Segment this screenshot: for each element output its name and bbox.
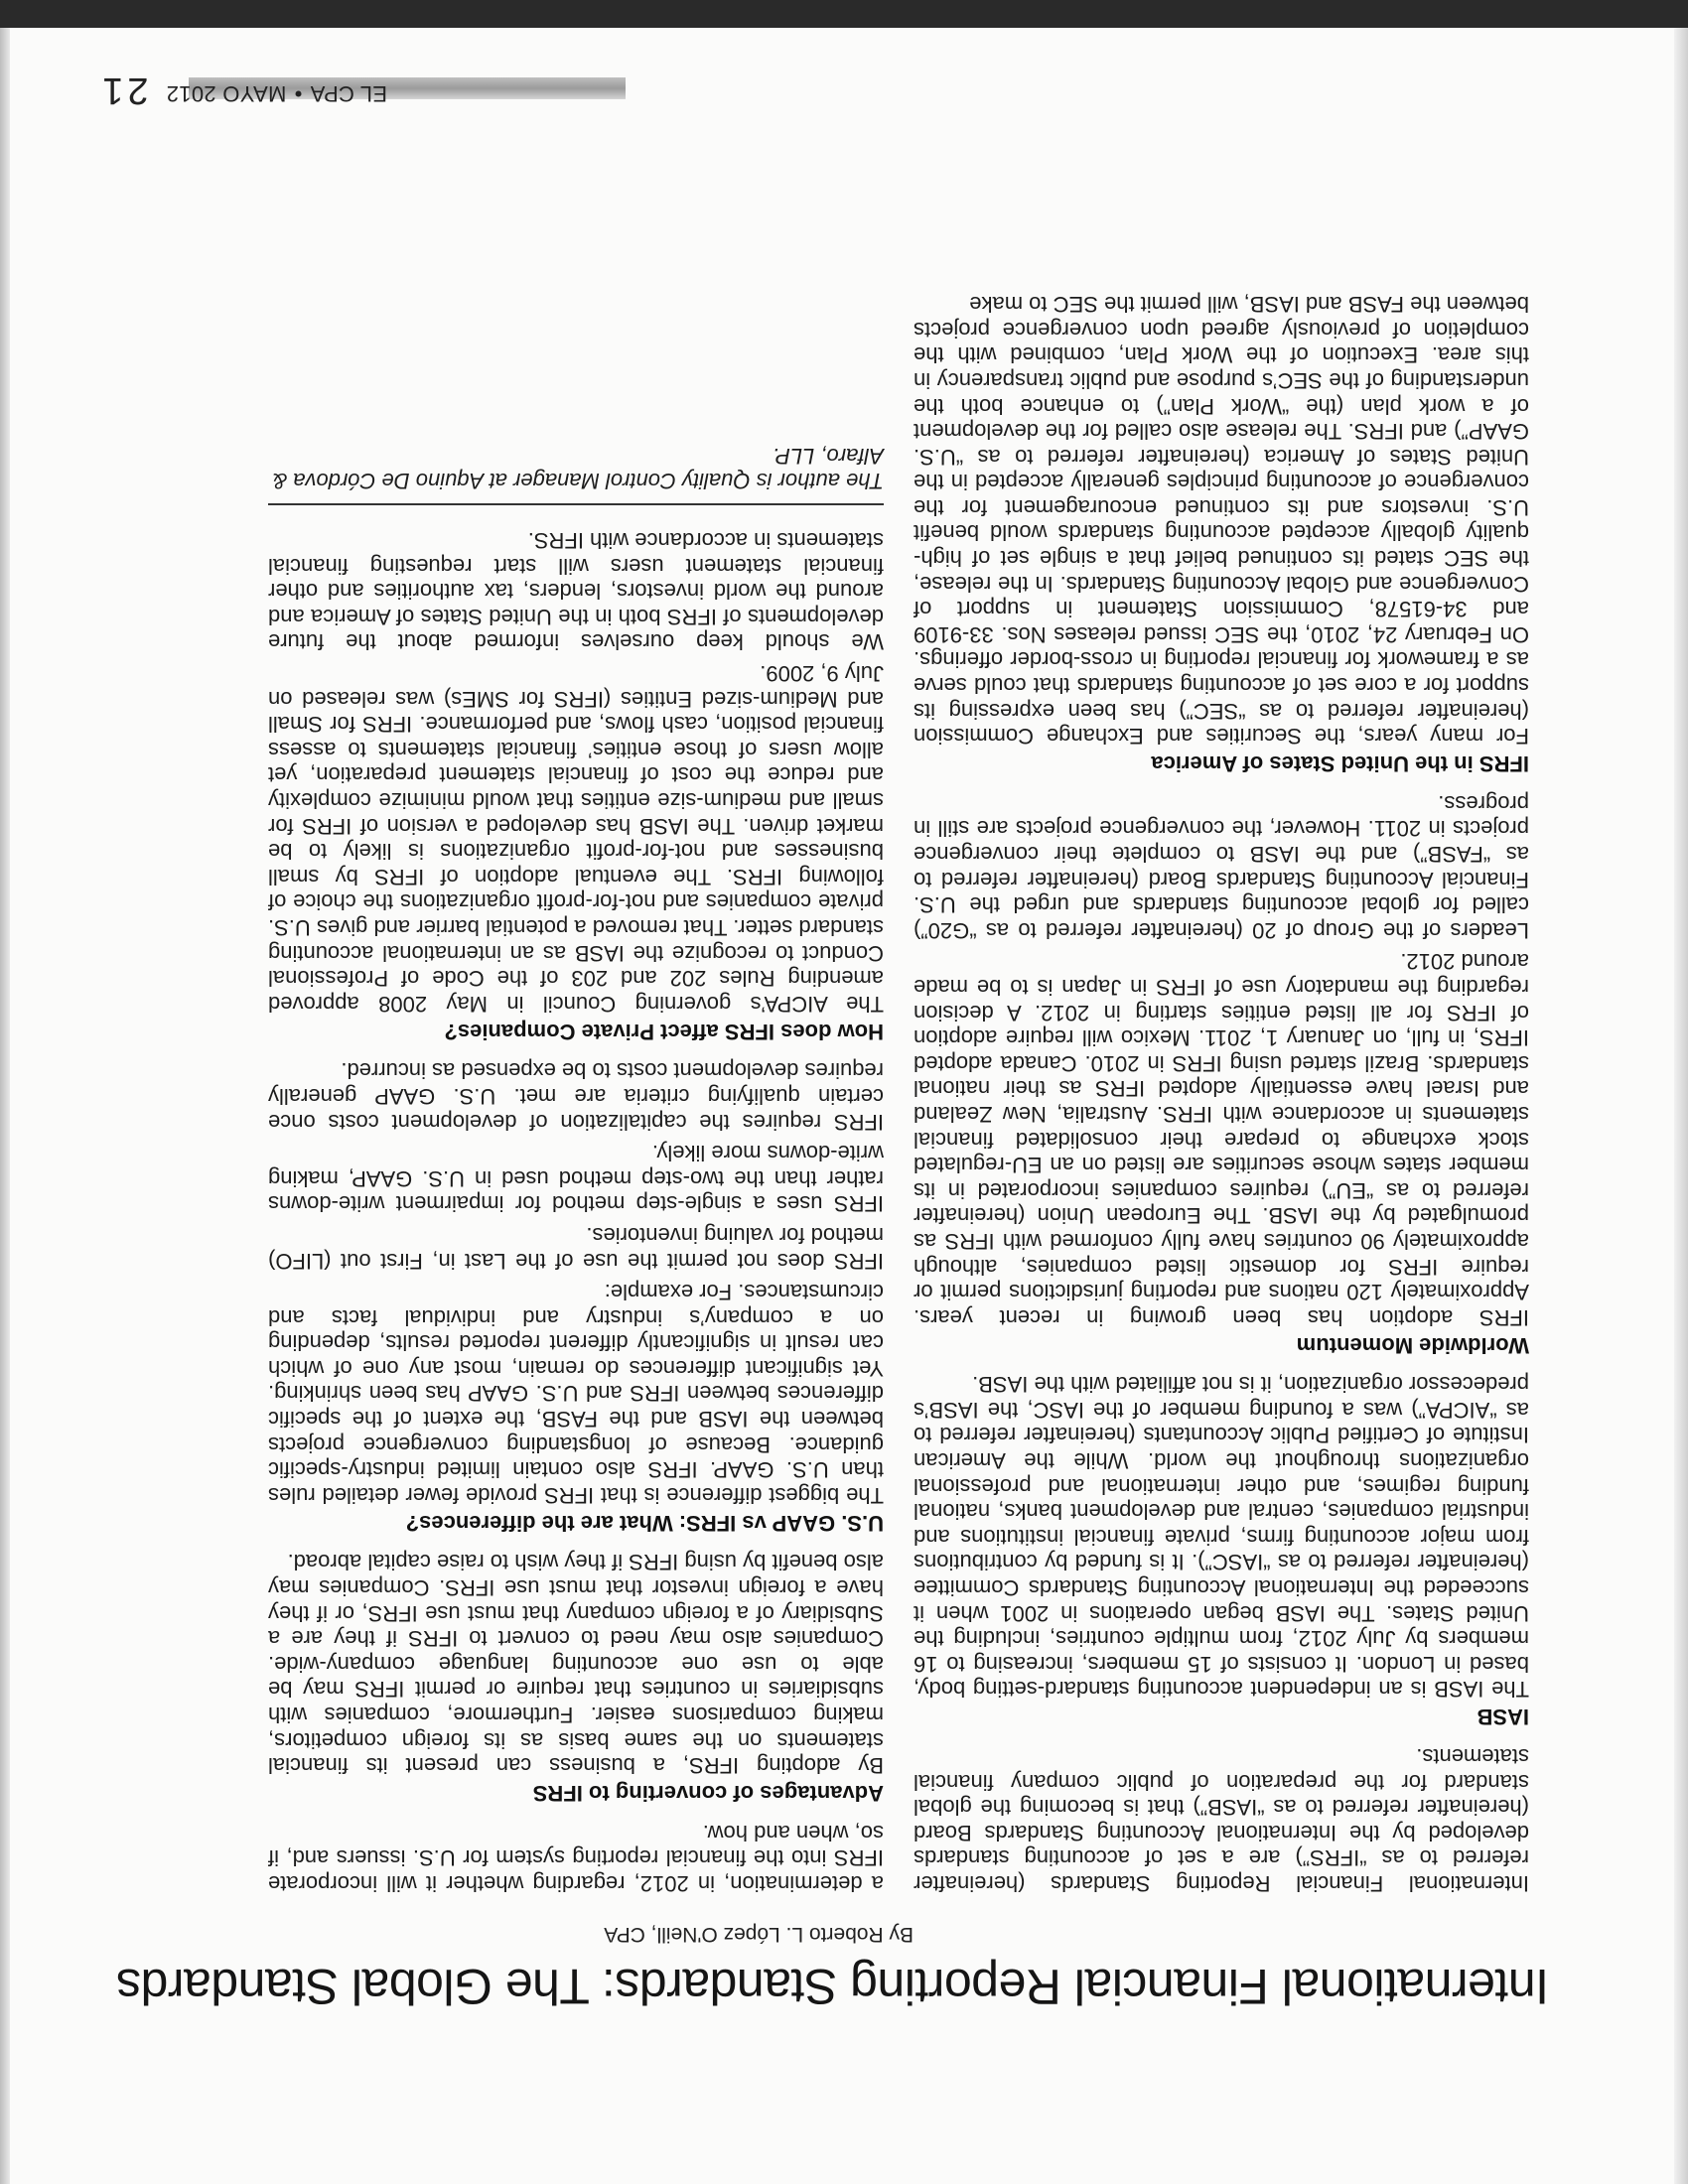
section-heading-iasb: IASB — [1477, 1705, 1529, 1730]
article-title: International Financial Reporting Standards: The Global Standards — [116, 1959, 1549, 2014]
advantages-paragraph: By adopting IFRS, a business can present its financial statements on the same basis as its foreign competitors, making comparisons easier. Furthermore, companies with subsidiaries in countries that require or permit IFRS may be able to use one accounting language company-wide. Companies also may need to convert to IFRS if they are a Subsidiary of a foreign company that must use IFRS, or if they have a foreign investor that must use IFRS. Companies may also benefit by using IFRS if they wish to raise capital abroad. — [268, 1550, 884, 1779]
section-heading-private: How does IFRS affect Private Companies? — [444, 1019, 884, 1044]
differences-paragraph-1: The biggest difference is that IFRS provide fewer detailed rules than U.S. GAAP. IFRS also contain limited industry-specific guidance. Because of longstanding convergence projects between the IASB and the FASB, the extent of the specific differences between IFRS and U.S. GAAP has been shrinking. Yet significant differences do remain, most any one of which can result in significantly different reported results, depending on a company’s industry and individual facts and circumstances. For example: — [268, 1280, 884, 1508]
worldwide-paragraph-1: IFRS adoption has been growing in recent years. Approximately 120 nations and reporting jurisdictions permit or require IFRS for domestic listed companies, although approximately 90 countries have fully conformed with IFRS as promulgated by the IASB. The European Union (hereinafter referred to as “EU”) requires companies incorporated in its member states whose securities are listed on an EU-regulated stock exchange to prepare their consolidated financial statements in accordance with IFRS. Australia, New Zealand and Israel have essentially adopted IFRS as their national standards. Brazil started using IFRS in 2010. Canada adopted IFRS, in full, on January 1, 2011. Mexico will require adoption of IFRS for all listed entities starting in 2012. A decision regarding the mandatory use of IFRS in Japan is to be made around 2012. — [914, 949, 1529, 1330]
author-bio-divider — [268, 504, 884, 506]
left-column — [914, 286, 1529, 1896]
right-column — [268, 437, 884, 1896]
page-number: 21 — [98, 69, 149, 111]
footer-publication: EL CPA — [310, 81, 387, 106]
scan-edge-bottom — [0, 0, 1688, 28]
continued-paragraph: a determination, in 2012, regarding whether it will incorporate IFRS into the financial reporting system for U.S. issuers and, if so, when and how. — [268, 1820, 884, 1896]
intro-paragraph: International Financial Reporting Standards (hereinafter referred to as “IFRS”) are a set of accounting standards developed by the International Accounting Standards Board (hereinafter referred to as “IASB”) that is becoming the global standard for the preparation of public company financial statements. — [914, 1744, 1529, 1896]
differences-paragraph-3: IFRS uses a single-step method for impairment write-downs rather than the two-step method used in U.S. GAAP, making write-downs more likely. — [268, 1141, 884, 1217]
footer-issue: MAYO 2012 — [166, 81, 287, 106]
footer-separator: • — [294, 81, 303, 106]
private-paragraph-1: The AICPA’s governing Council in May 2008 approved amending Rules 202 and 203 of the Code of Professional Conduct to recognize the IASB as an international accounting standard setter. That removed a potential barrier and gives U.S. private companies and not-for-profit organizations the choice of following IFRS. The eventual adoption of IFRS by small businesses and not-for-profit organizations is likely to be market driven. The IASB has developed a version of IFRS for small and medium-size entities that would minimize complexity and reduce the cost of financial statement preparation, yet allow users of those entities’ financial statements to assess financial position, cash flows, and performance. IFRS for Small and Medium-sized Entities (IFRS for SMEs) was released on July 9, 2009. — [268, 661, 884, 1017]
section-heading-differences: U.S. GAAP vs IFRS: What are the differences? — [405, 1510, 884, 1536]
iasb-paragraph: The IASB is an independent accounting standard-setting body, based in London. It consists of 15 members, increasing to 16 members by July 2012, from multiple countries, including the United States. The IASB began operations in 2001 when it succeeded the International Accounting Standards Committee (hereinafter referred to as “IASC”). It is funded by contributions from major accounting firms, private financial institutions and industrial companies, central and development banks, national funding regimes, and other international and professional organizations throughout the world. While the American Institute of Certified Public Accountants (hereinafter referred to as “AICPA”) was a founding member of the IASC, the IASB’s predecessor organization, it is not affiliated with the IASB. — [914, 1372, 1529, 1703]
section-heading-worldwide: Worldwide Momentum — [1296, 1332, 1529, 1358]
scan-edge-right — [0, 0, 10, 2184]
section-heading-advantages: Advantages of converting to IFRS — [532, 1781, 884, 1807]
page-footer — [98, 68, 387, 111]
differences-paragraph-2: IFRS does not permit the use of the Last in, First out (LIFO) method for valuing inventories. — [268, 1222, 884, 1274]
scan-edge-left — [1674, 0, 1688, 2184]
author-bio: The author is Quality Control Manager at Aquino De Córdova & Alfaro, LLP. — [272, 443, 884, 494]
section-heading-usa: IFRS in the United States of America — [1151, 751, 1529, 777]
private-paragraph-2: We should keep ourselves informed about the future developments of IFRS both in the United States of America and around the world investors, lenders, tax authorities and other financial statement users will start requesting financial statements in accordance with IFRS. — [268, 528, 884, 655]
worldwide-paragraph-2: Leaders of the Group of 20 (hereinafter referred to as “G20”) called for global accounting standards and urged the U.S. Financial Accounting Standards Board (hereinafter referred to as “FASB”) and the IASB to complete their convergence projects in 2011. However, the convergence projects are still in progress. — [914, 790, 1529, 943]
article-byline: By Roberto L. López O'Neill, CPA — [604, 1923, 914, 1946]
differences-paragraph-4: IFRS requires the capitalization of development costs once certain qualifying criteria are met. U.S. GAAP generally requires development costs to be expensed as incurred. — [268, 1058, 884, 1135]
usa-paragraph: For many years, the Securities and Exchange Commission (hereinafter referred to as “SEC”) has been expressing its support for a core set of accounting standards that could serve as a framework for financial reporting in cross-border offerings. On February 24, 2010, the SEC issued releases Nos. 33-9109 and 34-61578, Commission Statement in support of Convergence and Global Accounting Standards. In the release, the SEC stated its continued belief that a single set of high-quality globally accepted accounting standards would benefit U.S. investors and its continued encouragement for the convergence of accounting principles generally accepted in the United States of America (hereinafter referred to as “U.S. GAAP”) and IFRS. The release also called for the development of a work plan (the “Work Plan”) to enhance both the understanding of the SEC’s purpose and public transparency in this area. Execution of the Work Plan, combined with the completion of previously agreed upon convergence projects between the FASB and IASB, will permit the SEC to make — [914, 292, 1529, 750]
